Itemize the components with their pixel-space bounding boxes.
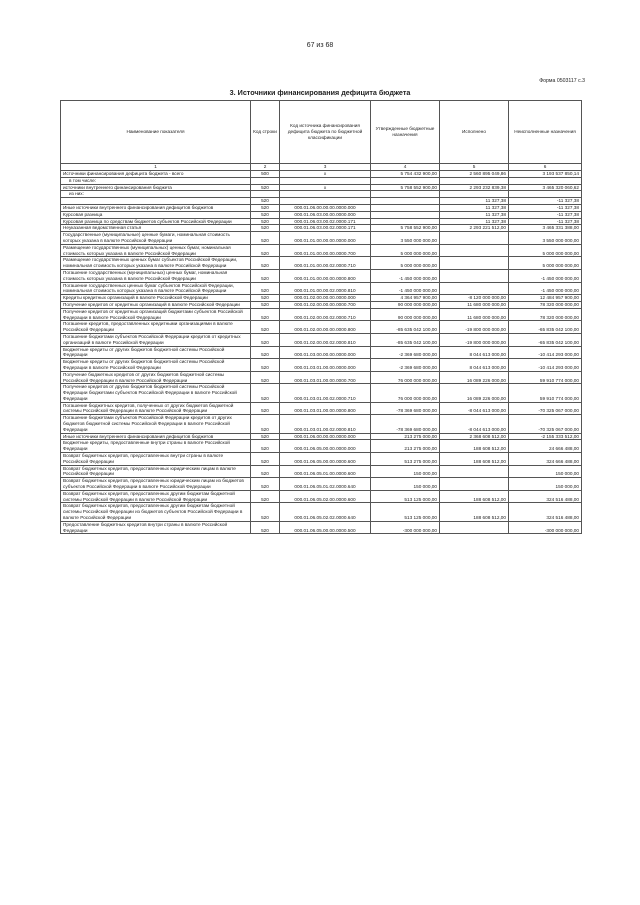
cell-approved: -85 635 042 100,00 — [371, 333, 440, 346]
cell-executed: -8 044 613 000,00 — [440, 402, 509, 415]
cell-source-code: 000.01.03.01.00.02.0000.810 — [280, 415, 371, 433]
cell-line-code — [251, 191, 280, 198]
cell-indicator-name: Государственные (муниципальные) ценные бумаги, номинальная стоимость которых указана в валюте Российской Федерации — [61, 232, 251, 245]
header-indicator-name: Наименование показателя — [61, 101, 251, 164]
cell-unexecuted: -11 327,38 — [509, 198, 582, 205]
table-row — [61, 521, 582, 534]
cell-source-code: x — [280, 184, 371, 191]
cell-executed: 2 368 608 512,00 — [440, 433, 509, 440]
cell-source-code: 000.01.01.00.00.00.0000.000 — [280, 232, 371, 245]
cell-indicator-name: Погашение бюджетных кредитов, полученных от других бюджетов бюджетной системы Российской Федерации в валюте Российской Федерации — [61, 402, 251, 415]
cell-unexecuted: 150 000,00 — [509, 465, 582, 478]
cell-indicator-name: из них: — [61, 191, 251, 198]
cell-line-code: 520 — [251, 184, 280, 191]
cell-source-code: 000.01.06.05.00.00.0000.000 — [280, 440, 371, 453]
cell-approved: 76 000 000 000,00 — [371, 371, 440, 384]
cell-indicator-name: Бюджетные кредиты от других бюджетов бюджетной системы Российской Федерации в валюте Российской Федерации — [61, 359, 251, 372]
cell-line-code: 520 — [251, 295, 280, 302]
column-number: 4 — [371, 164, 440, 171]
cell-indicator-name: Погашение бюджетами субъектов Российской Федерации кредитов от других бюджетов бюджетной системы Российской Федерации в валюте Российской Федерации — [61, 415, 251, 433]
cell-approved: 90 000 000 000,00 — [371, 308, 440, 321]
cell-unexecuted: 3 193 537 850,14 — [509, 171, 582, 178]
cell-approved — [371, 191, 440, 198]
table-row — [61, 402, 582, 415]
column-number: 6 — [509, 164, 582, 171]
cell-line-code: 520 — [251, 478, 280, 491]
cell-unexecuted: -65 835 042 100,00 — [509, 333, 582, 346]
table-body — [61, 164, 582, 534]
cell-approved — [371, 218, 440, 225]
cell-unexecuted: -10 414 293 000,00 — [509, 359, 582, 372]
cell-line-code: 520 — [251, 521, 280, 534]
cell-unexecuted: 3 550 000 000,00 — [509, 232, 582, 245]
table-row — [61, 453, 582, 466]
cell-source-code: 000.01.06.03.00.00.0000.000 — [280, 211, 371, 218]
column-number: 3 — [280, 164, 371, 171]
cell-executed: 2 293 221 512,00 — [440, 225, 509, 232]
cell-indicator-name: Размещение государственных ценных бумаг субъектов Российской Федерации, номинальная стоимость которых указана в валюте Российской Федерации — [61, 257, 251, 270]
cell-executed: 188 608 512,00 — [440, 453, 509, 466]
cell-source-code: 000.01.06.03.00.02.0000.171 — [280, 218, 371, 225]
cell-executed: -8 120 000 000,00 — [440, 295, 509, 302]
cell-executed — [440, 191, 509, 198]
column-number: 1 — [61, 164, 251, 171]
cell-executed — [440, 478, 509, 491]
table-row — [61, 384, 582, 402]
cell-executed: 188 608 512,00 — [440, 440, 509, 453]
cell-approved: -1 450 000 000,00 — [371, 282, 440, 295]
cell-source-code: 000.01.06.05.01.02.0000.640 — [280, 478, 371, 491]
column-number: 2 — [251, 164, 280, 171]
cell-unexecuted — [509, 191, 582, 198]
cell-unexecuted: 3 465 320 060,62 — [509, 184, 582, 191]
table-header-row — [61, 101, 582, 164]
cell-indicator-name: Возврат бюджетных кредитов, предоставленных юридическим лицам в валюте Российской Федерации — [61, 465, 251, 478]
cell-executed — [440, 521, 509, 534]
cell-line-code: 520 — [251, 198, 280, 205]
cell-executed — [440, 244, 509, 257]
header-unexecuted: Неисполненные назначения — [509, 101, 582, 164]
table-row — [61, 433, 582, 440]
cell-indicator-name: Возврат бюджетных кредитов, предоставленных внутри страны в валюте Российской Федерации — [61, 453, 251, 466]
header-executed: Исполнено — [440, 101, 509, 164]
cell-unexecuted: -1 450 000 000,00 — [509, 282, 582, 295]
table-row — [61, 465, 582, 478]
cell-executed: 11 327,38 — [440, 218, 509, 225]
table-row — [61, 177, 582, 184]
cell-indicator-name: Возврат бюджетных кредитов, предоставленных другим бюджетам бюджетной системы Российской Федерации из бюджетов субъектов Российской Федерации в валюте Российской Федерации — [61, 503, 251, 521]
form-label: Форма 0503117 с.3 — [539, 78, 585, 84]
cell-unexecuted: -10 414 293 000,00 — [509, 346, 582, 359]
table-row — [61, 478, 582, 491]
cell-indicator-name: Бюджетные кредиты от других бюджетов бюджетной системы Российской Федерации — [61, 346, 251, 359]
cell-indicator-name: Курсовая разница по средствам бюджетов субъектов Российской Федерации — [61, 218, 251, 225]
cell-source-code: 000.01.01.00.00.00.0000.700 — [280, 244, 371, 257]
cell-indicator-name: Получение кредитов от других бюджетов бюджетной системы Российской Федерации бюджетами субъектов Российской Федерации в валюте Российской Федерации — [61, 384, 251, 402]
cell-executed: 188 608 512,00 — [440, 503, 509, 521]
cell-source-code: 000.01.02.00.00.02.0000.810 — [280, 333, 371, 346]
cell-approved: 5 758 552 900,00 — [371, 225, 440, 232]
cell-indicator-name: Возврат бюджетных кредитов, предоставленных другим бюджетам бюджетной системы Российской Федерации в валюте Российской Федерации — [61, 490, 251, 503]
cell-approved: -2 369 680 000,00 — [371, 346, 440, 359]
cell-executed: 16 089 226 000,00 — [440, 384, 509, 402]
cell-line-code: 520 — [251, 384, 280, 402]
cell-approved: -78 369 680 000,00 — [371, 402, 440, 415]
cell-indicator-name: Погашение кредитов, предоставленных кредитными организациями в валюте Российской Федерации — [61, 321, 251, 334]
table-row — [61, 503, 582, 521]
cell-executed — [440, 465, 509, 478]
cell-approved: -78 369 680 000,00 — [371, 415, 440, 433]
table-row — [61, 171, 582, 178]
cell-unexecuted: -70 325 067 000,00 — [509, 415, 582, 433]
cell-unexecuted: 324 516 488,00 — [509, 490, 582, 503]
cell-unexecuted: 324 666 488,00 — [509, 453, 582, 466]
cell-line-code: 520 — [251, 453, 280, 466]
cell-executed — [440, 282, 509, 295]
cell-source-code: 000.01.06.05.00.00.0000.500 — [280, 521, 371, 534]
cell-executed — [440, 177, 509, 184]
cell-line-code: 520 — [251, 359, 280, 372]
cell-approved: 213 275 000,00 — [371, 433, 440, 440]
cell-line-code: 520 — [251, 301, 280, 308]
cell-line-code: 520 — [251, 503, 280, 521]
table-row — [61, 244, 582, 257]
cell-source-code: 000.01.02.00.00.00.0000.000 — [280, 295, 371, 302]
cell-line-code: 520 — [251, 282, 280, 295]
cell-line-code: 520 — [251, 244, 280, 257]
cell-unexecuted: -11 327,38 — [509, 211, 582, 218]
cell-approved: 513 125 000,00 — [371, 503, 440, 521]
cell-executed — [440, 257, 509, 270]
cell-approved: 513 125 000,00 — [371, 490, 440, 503]
cell-source-code: 000.01.03.01.00.00.0000.700 — [280, 371, 371, 384]
cell-indicator-name: Погашение государственных (муниципальных) ценных бумаг, номинальная стоимость которых указана в валюте Российской Федерации — [61, 269, 251, 282]
cell-approved: -1 450 000 000,00 — [371, 269, 440, 282]
cell-executed: -8 044 613 000,00 — [440, 415, 509, 433]
cell-approved: -300 000 000,00 — [371, 521, 440, 534]
cell-source-code: 000.01.06.00.00.00.0000.000 — [280, 204, 371, 211]
cell-line-code: 500 — [251, 171, 280, 178]
cell-approved: -85 635 042 100,00 — [371, 321, 440, 334]
cell-source-code: 000.01.06.00.00.00.0000.000 — [280, 433, 371, 440]
cell-unexecuted: 3 465 331 388,00 — [509, 225, 582, 232]
table-row — [61, 321, 582, 334]
cell-executed: -19 800 000 000,00 — [440, 333, 509, 346]
cell-indicator-name: Курсовая разница — [61, 211, 251, 218]
column-number: 5 — [440, 164, 509, 171]
cell-unexecuted: 5 000 000 000,00 — [509, 257, 582, 270]
cell-approved: 90 000 000 000,00 — [371, 301, 440, 308]
cell-executed: -19 800 000 000,00 — [440, 321, 509, 334]
cell-indicator-name: Бюджетные кредиты, предоставленные внутри страны в валюте Российской Федерации — [61, 440, 251, 453]
cell-approved: 5 758 552 900,00 — [371, 184, 440, 191]
cell-indicator-name: Получение кредитов от кредитных организаций бюджетами субъектов Российской Федерации в валюте Российской Федерации — [61, 308, 251, 321]
table-row — [61, 218, 582, 225]
cell-indicator-name: в том числе: — [61, 177, 251, 184]
table-row — [61, 490, 582, 503]
cell-approved: 513 275 000,00 — [371, 453, 440, 466]
cell-source-code: 000.01.06.05.00.00.0000.600 — [280, 453, 371, 466]
cell-executed: 11 680 000 000,00 — [440, 308, 509, 321]
table-row — [61, 191, 582, 198]
cell-source-code: 000.01.03.00.00.00.0000.000 — [280, 346, 371, 359]
cell-approved: 5 000 000 000,00 — [371, 257, 440, 270]
header-approved: Утвержденные бюджетные назначения — [371, 101, 440, 164]
cell-approved: 213 275 000,00 — [371, 440, 440, 453]
cell-unexecuted: 78 320 000 000,00 — [509, 301, 582, 308]
cell-approved: -2 369 680 000,00 — [371, 359, 440, 372]
cell-source-code: 000.01.03.01.00.00.0000.000 — [280, 359, 371, 372]
table-row — [61, 257, 582, 270]
table-row — [61, 371, 582, 384]
cell-approved: 3 550 000 000,00 — [371, 232, 440, 245]
cell-unexecuted: -11 327,38 — [509, 218, 582, 225]
cell-source-code: 000.01.02.00.00.00.0000.800 — [280, 321, 371, 334]
cell-source-code: 000.01.06.05.01.00.0000.600 — [280, 465, 371, 478]
cell-executed: 11 327,38 — [440, 211, 509, 218]
cell-indicator-name: Предоставление бюджетных кредитов внутри страны в валюте Российской Федерации — [61, 521, 251, 534]
table-row — [61, 333, 582, 346]
cell-source-code: 000.01.03.01.00.00.0000.800 — [280, 402, 371, 415]
cell-indicator-name: Погашение бюджетами субъектов Российской Федерации кредитов от кредитных организаций в валюте Российской Федерации — [61, 333, 251, 346]
cell-unexecuted: -300 000 000,00 — [509, 521, 582, 534]
cell-line-code: 520 — [251, 433, 280, 440]
table-row — [61, 184, 582, 191]
table-row — [61, 301, 582, 308]
cell-source-code — [280, 198, 371, 205]
cell-source-code: x — [280, 171, 371, 178]
cell-approved: 4 364 957 900,00 — [371, 295, 440, 302]
cell-indicator-name: Получение кредитов от кредитных организаций в валюте Российской Федерации — [61, 301, 251, 308]
cell-line-code: 520 — [251, 465, 280, 478]
cell-source-code: 000.01.02.00.00.02.0000.710 — [280, 308, 371, 321]
cell-indicator-name: Возврат бюджетных кредитов, предоставленных юридическим лицам из бюджетов субъектов Российской Федерации в валюте Российской Федерации — [61, 478, 251, 491]
cell-indicator-name: Погашение государственных ценных бумаг субъектов Российской Федерации, номинальная стоимость которых указана в валюте Российской Федерации — [61, 282, 251, 295]
cell-source-code: 000.01.06.03.00.02.0000.171 — [280, 225, 371, 232]
table-row — [61, 269, 582, 282]
cell-unexecuted: 150 000,00 — [509, 478, 582, 491]
table-row — [61, 308, 582, 321]
cell-unexecuted: -2 155 333 512,00 — [509, 433, 582, 440]
header-source-code: Код источника финансирования дефицита бюджета по бюджетной классификации — [280, 101, 371, 164]
cell-executed: 8 044 613 000,00 — [440, 346, 509, 359]
cell-executed: 2 560 895 049,86 — [440, 171, 509, 178]
header-line-code: Код строки — [251, 101, 280, 164]
cell-line-code — [251, 177, 280, 184]
cell-indicator-name: источники внутреннего финансирования бюджета — [61, 184, 251, 191]
cell-executed — [440, 269, 509, 282]
cell-source-code: 000.01.01.00.00.00.0000.800 — [280, 269, 371, 282]
cell-line-code: 520 — [251, 371, 280, 384]
cell-source-code — [280, 191, 371, 198]
cell-line-code: 520 — [251, 440, 280, 453]
column-number-row — [61, 164, 582, 171]
cell-approved — [371, 177, 440, 184]
financing-sources-table — [60, 100, 582, 534]
cell-source-code: 000.01.01.00.00.02.0000.710 — [280, 257, 371, 270]
cell-executed: 16 089 226 000,00 — [440, 371, 509, 384]
table-row — [61, 232, 582, 245]
cell-indicator-name: Неуказанная ведомственная статья — [61, 225, 251, 232]
table-row — [61, 346, 582, 359]
cell-indicator-name: Иные источники внутреннего финансирования дефицитов бюджетов — [61, 433, 251, 440]
cell-line-code: 520 — [251, 211, 280, 218]
cell-indicator-name — [61, 198, 251, 205]
cell-line-code: 520 — [251, 333, 280, 346]
cell-indicator-name: Кредиты кредитных организаций в валюте Российской Федерации — [61, 295, 251, 302]
cell-line-code: 520 — [251, 225, 280, 232]
cell-executed — [440, 232, 509, 245]
cell-approved: 76 000 000 000,00 — [371, 384, 440, 402]
cell-unexecuted — [509, 177, 582, 184]
cell-unexecuted: 324 516 488,00 — [509, 503, 582, 521]
cell-executed: 8 044 613 000,00 — [440, 359, 509, 372]
cell-line-code: 520 — [251, 218, 280, 225]
cell-line-code: 520 — [251, 415, 280, 433]
cell-executed: 2 293 232 839,38 — [440, 184, 509, 191]
cell-approved: 5 000 000 000,00 — [371, 244, 440, 257]
table-row — [61, 440, 582, 453]
table-row — [61, 359, 582, 372]
cell-source-code: 000.01.01.00.00.02.0000.810 — [280, 282, 371, 295]
cell-line-code: 520 — [251, 346, 280, 359]
cell-line-code: 520 — [251, 204, 280, 211]
cell-unexecuted: 59 910 774 000,00 — [509, 384, 582, 402]
table-row — [61, 282, 582, 295]
cell-line-code: 520 — [251, 308, 280, 321]
cell-line-code: 520 — [251, 269, 280, 282]
cell-unexecuted: 24 666 488,00 — [509, 440, 582, 453]
cell-indicator-name: Получение бюджетных кредитов от других бюджетов бюджетной системы Российской Федерации в валюте Российской Федерации — [61, 371, 251, 384]
cell-unexecuted: -65 835 042 100,00 — [509, 321, 582, 334]
cell-line-code: 520 — [251, 232, 280, 245]
cell-indicator-name: Источники финансирования дефицита бюджета - всего — [61, 171, 251, 178]
cell-source-code: 000.01.06.05.02.00.0000.600 — [280, 490, 371, 503]
cell-unexecuted: -1 450 000 000,00 — [509, 269, 582, 282]
cell-executed: 11 327,38 — [440, 204, 509, 211]
table-row — [61, 415, 582, 433]
table-row — [61, 204, 582, 211]
cell-unexecuted: -70 325 067 000,00 — [509, 402, 582, 415]
cell-approved — [371, 211, 440, 218]
table-row — [61, 211, 582, 218]
cell-indicator-name: Размещение государственных (муниципальных) ценных бумаг, номинальная стоимость которых указана в валюте Российской Федерации — [61, 244, 251, 257]
table-row — [61, 198, 582, 205]
cell-unexecuted: 78 320 000 000,00 — [509, 308, 582, 321]
cell-source-code — [280, 177, 371, 184]
table-row — [61, 295, 582, 302]
cell-approved: 5 754 432 900,00 — [371, 171, 440, 178]
cell-approved — [371, 198, 440, 205]
cell-source-code: 000.01.02.00.00.00.0000.700 — [280, 301, 371, 308]
cell-approved: 150 000,00 — [371, 478, 440, 491]
page-number: 67 из 68 — [306, 42, 334, 49]
cell-unexecuted: 59 910 774 000,00 — [509, 371, 582, 384]
cell-executed: 11 327,38 — [440, 198, 509, 205]
cell-line-code: 520 — [251, 321, 280, 334]
cell-unexecuted: 12 484 957 900,00 — [509, 295, 582, 302]
cell-line-code: 520 — [251, 402, 280, 415]
cell-line-code: 520 — [251, 257, 280, 270]
cell-executed: 11 680 000 000,00 — [440, 301, 509, 308]
cell-line-code: 520 — [251, 490, 280, 503]
cell-approved — [371, 204, 440, 211]
cell-unexecuted: -11 327,38 — [509, 204, 582, 211]
cell-executed: 188 608 512,00 — [440, 490, 509, 503]
cell-source-code: 000.01.03.01.00.02.0000.710 — [280, 384, 371, 402]
section-title: 3. Источники финансирования дефицита бюджета — [229, 88, 411, 97]
cell-approved: 150 000,00 — [371, 465, 440, 478]
cell-unexecuted: 5 000 000 000,00 — [509, 244, 582, 257]
cell-source-code: 000.01.06.05.02.02.0000.640 — [280, 503, 371, 521]
cell-indicator-name: Иные источники внутреннего финансирования дефицитов бюджетов — [61, 204, 251, 211]
table-row — [61, 225, 582, 232]
